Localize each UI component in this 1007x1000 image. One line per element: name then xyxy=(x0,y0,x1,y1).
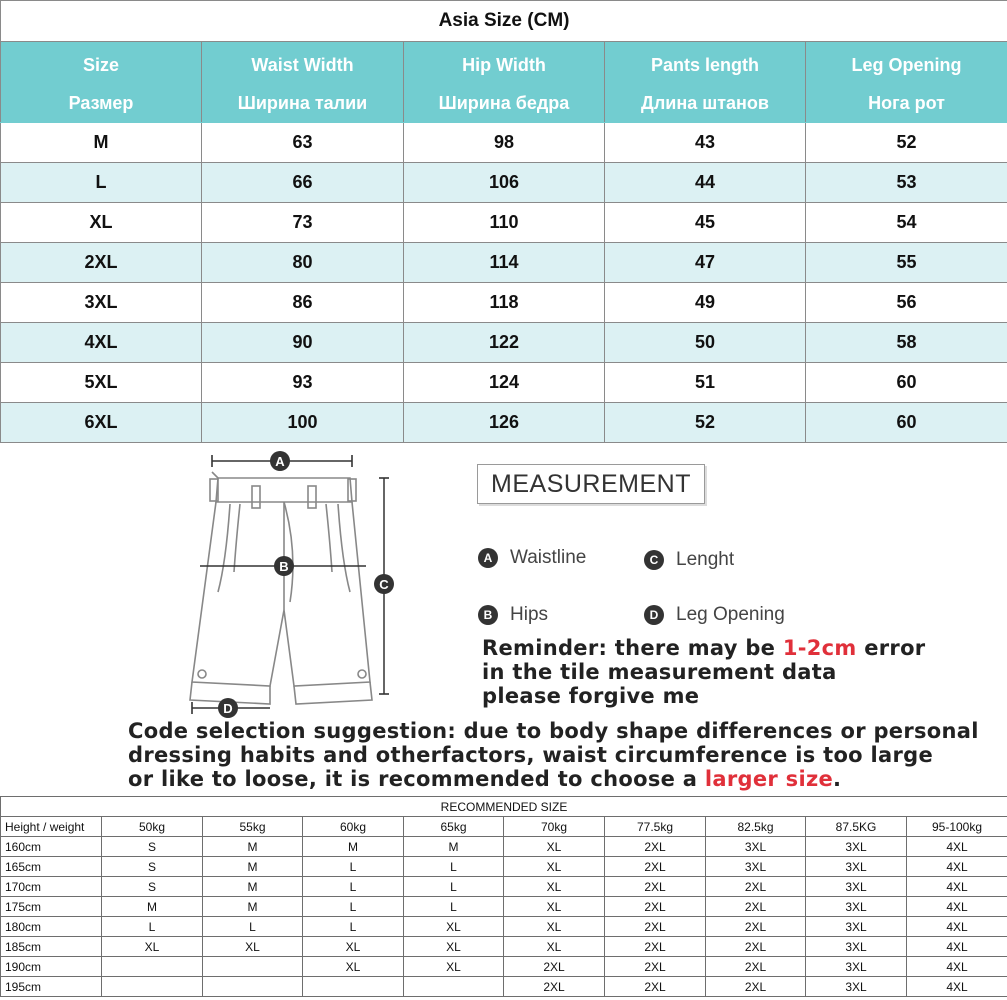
cell-leg-opening: 53 xyxy=(806,163,1007,203)
cell-pants-length: 49 xyxy=(605,283,806,323)
cell-waist-width: 100 xyxy=(202,403,404,443)
recommended-size-cell xyxy=(102,977,203,997)
size-table-header-en xyxy=(1,42,1007,86)
reminder-highlight: 1-2cm xyxy=(782,636,857,660)
recommended-size-cell: S xyxy=(102,837,203,857)
recommended-size-cell: 3XL xyxy=(706,857,806,877)
recommended-size-cell: 2XL xyxy=(504,957,605,977)
recommended-size-cell: XL xyxy=(504,917,605,937)
recommended-size-cell: S xyxy=(102,877,203,897)
recommended-size-cell: L xyxy=(303,897,404,917)
recommended-size-cell: 2XL xyxy=(605,957,706,977)
recommended-header-weight: 50kg xyxy=(102,817,203,837)
header-hip-width: Hip Width xyxy=(404,42,605,86)
recommended-size-cell: XL xyxy=(504,837,605,857)
recommended-header-weight: 70kg xyxy=(504,817,605,837)
suggestion-line-1: Code selection suggestion: due to body shape differences or personal xyxy=(128,719,979,743)
recommended-size-cell: M xyxy=(203,837,303,857)
recommended-size-cell: XL xyxy=(102,937,203,957)
legend-leg-opening xyxy=(644,604,785,626)
recommended-size-cell: 3XL xyxy=(806,937,907,957)
recommended-size-cell: XL xyxy=(303,937,404,957)
recommended-size-cell: 2XL xyxy=(706,977,806,997)
reminder-text xyxy=(482,636,925,708)
recommended-size-cell: 3XL xyxy=(806,917,907,937)
recommended-header-weight: 60kg xyxy=(303,817,404,837)
header-leg-opening: Leg Opening xyxy=(806,42,1007,86)
cell-size: M xyxy=(1,123,202,163)
cell-pants-length: 52 xyxy=(605,403,806,443)
recommended-size-cell: 2XL xyxy=(706,957,806,977)
recommended-size-cell: L xyxy=(303,857,404,877)
cell-waist-width: 80 xyxy=(202,243,404,283)
recommended-size-cell: XL xyxy=(504,897,605,917)
marker-b: B xyxy=(279,559,289,574)
recommended-header-weight: 82.5kg xyxy=(706,817,806,837)
recommended-size-cell: XL xyxy=(404,937,504,957)
suggestion-highlight: larger size xyxy=(704,767,834,791)
recommended-row xyxy=(1,837,1007,857)
size-row xyxy=(1,123,1007,163)
recommended-height-cell: 190cm xyxy=(1,957,102,977)
recommended-header-height-weight: Height / weight xyxy=(1,817,102,837)
cell-leg-opening: 55 xyxy=(806,243,1007,283)
recommended-size-cell: 4XL xyxy=(907,957,1007,977)
recommended-size-cell: 2XL xyxy=(706,917,806,937)
cell-hip-width: 126 xyxy=(404,403,605,443)
recommended-size-cell: 2XL xyxy=(605,857,706,877)
recommended-title-row xyxy=(1,797,1007,817)
cell-waist-width: 66 xyxy=(202,163,404,203)
recommended-size-cell xyxy=(102,957,203,977)
recommended-size-cell: XL xyxy=(404,957,504,977)
reminder-suffix: error xyxy=(856,636,926,660)
recommended-size-cell: 3XL xyxy=(806,977,907,997)
marker-d: D xyxy=(223,701,233,716)
recommended-header-weight: 95-100kg xyxy=(907,817,1007,837)
recommended-size-cell: M xyxy=(203,877,303,897)
suggestion-line-2: dressing habits and otherfactors, waist circumference is too large xyxy=(128,743,934,767)
recommended-header-row xyxy=(1,817,1007,837)
cell-leg-opening: 52 xyxy=(806,123,1007,163)
size-row xyxy=(1,243,1007,283)
header-pants-length: Pants length xyxy=(605,42,806,86)
recommended-height-cell: 180cm xyxy=(1,917,102,937)
recommended-size-cell: 3XL xyxy=(806,957,907,977)
recommended-height-cell: 185cm xyxy=(1,937,102,957)
recommended-size-cell: XL xyxy=(504,857,605,877)
size-row xyxy=(1,323,1007,363)
recommended-size-cell: XL xyxy=(203,937,303,957)
suggestion-line-3 xyxy=(128,767,979,791)
recommended-size-cell xyxy=(203,977,303,997)
recommended-size-cell: 3XL xyxy=(806,857,907,877)
recommended-size-cell: M xyxy=(203,857,303,877)
cell-size: XL xyxy=(1,203,202,243)
cell-hip-width: 106 xyxy=(404,163,605,203)
recommended-height-cell: 195cm xyxy=(1,977,102,997)
size-row xyxy=(1,163,1007,203)
reminder-prefix: Reminder: there may be xyxy=(482,636,783,660)
cell-waist-width: 86 xyxy=(202,283,404,323)
pants-diagram xyxy=(130,442,410,727)
recommended-size-cell: 2XL xyxy=(706,897,806,917)
recommended-size-cell: M xyxy=(404,837,504,857)
recommended-height-cell: 160cm xyxy=(1,837,102,857)
recommended-row xyxy=(1,957,1007,977)
cell-size: 2XL xyxy=(1,243,202,283)
cell-size: 3XL xyxy=(1,283,202,323)
recommended-size-cell: XL xyxy=(303,957,404,977)
recommended-title: RECOMMENDED SIZE xyxy=(1,797,1007,817)
recommended-height-cell: 165cm xyxy=(1,857,102,877)
header-leg-opening-ru: Нога рот xyxy=(806,85,1007,123)
cell-hip-width: 114 xyxy=(404,243,605,283)
recommended-size-cell xyxy=(203,957,303,977)
cell-pants-length: 51 xyxy=(605,363,806,403)
recommended-size-cell: 4XL xyxy=(907,937,1007,957)
size-row xyxy=(1,283,1007,323)
recommended-size-cell: L xyxy=(404,897,504,917)
cell-leg-opening: 60 xyxy=(806,363,1007,403)
marker-c: C xyxy=(379,577,389,592)
header-pants-length-ru: Длина штанов xyxy=(605,85,806,123)
recommended-size-cell: 3XL xyxy=(806,837,907,857)
recommended-size-cell: 4XL xyxy=(907,977,1007,997)
size-row xyxy=(1,363,1007,403)
recommended-size-cell: M xyxy=(102,897,203,917)
recommended-size-cell: L xyxy=(203,917,303,937)
legend-marker-b: B xyxy=(478,605,498,625)
recommended-size-cell: 4XL xyxy=(907,877,1007,897)
legend-label-length: Lenght xyxy=(676,549,735,570)
recommended-size-cell: 2XL xyxy=(605,977,706,997)
recommended-header-weight: 65kg xyxy=(404,817,504,837)
recommended-size-cell: 2XL xyxy=(605,937,706,957)
legend-marker-c: C xyxy=(644,550,664,570)
recommended-size-cell: L xyxy=(404,857,504,877)
reminder-line-3: please forgive me xyxy=(482,684,700,708)
recommended-header-weight: 77.5kg xyxy=(605,817,706,837)
recommended-header-weight: 55kg xyxy=(203,817,303,837)
cell-pants-length: 50 xyxy=(605,323,806,363)
suggestion-line-3-suffix: . xyxy=(833,767,842,791)
legend-length xyxy=(644,549,734,571)
recommended-row xyxy=(1,857,1007,877)
size-table-title-row xyxy=(1,1,1007,42)
header-waist-width-ru: Ширина талии xyxy=(202,85,404,123)
recommended-size-cell: 2XL xyxy=(605,877,706,897)
recommended-header-weight: 87.5KG xyxy=(806,817,907,837)
cell-pants-length: 45 xyxy=(605,203,806,243)
recommended-size-cell: L xyxy=(303,917,404,937)
measurement-section xyxy=(0,442,1007,794)
recommended-size-cell: L xyxy=(404,877,504,897)
reminder-line-1 xyxy=(482,636,925,660)
recommended-size-cell: 2XL xyxy=(605,917,706,937)
recommended-size-cell: 4XL xyxy=(907,917,1007,937)
cell-waist-width: 93 xyxy=(202,363,404,403)
cell-pants-length: 44 xyxy=(605,163,806,203)
recommended-row xyxy=(1,977,1007,997)
recommended-size-cell: S xyxy=(102,857,203,877)
recommended-row xyxy=(1,917,1007,937)
recommended-size-cell: 2XL xyxy=(706,937,806,957)
header-size-ru: Размер xyxy=(1,85,202,123)
recommended-size-cell: XL xyxy=(404,917,504,937)
recommended-row xyxy=(1,897,1007,917)
recommended-size-table xyxy=(0,796,1007,997)
reminder-line-2: in the tile measurement data xyxy=(482,660,837,684)
cell-hip-width: 122 xyxy=(404,323,605,363)
legend-marker-a: A xyxy=(478,548,498,568)
measurement-title: MEASUREMENT xyxy=(477,464,705,504)
cell-waist-width: 63 xyxy=(202,123,404,163)
legend-hips xyxy=(478,604,548,626)
recommended-size-cell: XL xyxy=(504,937,605,957)
cell-size: 6XL xyxy=(1,403,202,443)
legend-label-hips: Hips xyxy=(510,604,549,625)
recommended-size-cell: L xyxy=(303,877,404,897)
cell-waist-width: 73 xyxy=(202,203,404,243)
recommended-size-cell: M xyxy=(203,897,303,917)
recommended-size-cell: 2XL xyxy=(605,837,706,857)
legend-marker-d: D xyxy=(644,605,664,625)
cell-hip-width: 110 xyxy=(404,203,605,243)
size-table-title: Asia Size (CM) xyxy=(1,1,1007,42)
recommended-row xyxy=(1,937,1007,957)
cell-leg-opening: 60 xyxy=(806,403,1007,443)
size-row xyxy=(1,403,1007,443)
recommended-size-cell: M xyxy=(303,837,404,857)
legend-label-waistline: Waistline xyxy=(510,547,587,568)
recommended-size-cell: 2XL xyxy=(504,977,605,997)
size-suggestion xyxy=(128,719,979,791)
size-row xyxy=(1,203,1007,243)
size-table-header-ru xyxy=(1,85,1007,123)
recommended-size-cell xyxy=(404,977,504,997)
cell-hip-width: 124 xyxy=(404,363,605,403)
header-waist-width: Waist Width xyxy=(202,42,404,86)
cell-leg-opening: 58 xyxy=(806,323,1007,363)
cell-size: L xyxy=(1,163,202,203)
recommended-size-cell: 2XL xyxy=(706,877,806,897)
recommended-size-cell: L xyxy=(102,917,203,937)
recommended-size-cell: 3XL xyxy=(806,897,907,917)
recommended-height-cell: 170cm xyxy=(1,877,102,897)
header-hip-width-ru: Ширина бедра xyxy=(404,85,605,123)
legend-waistline xyxy=(478,547,586,569)
recommended-row xyxy=(1,877,1007,897)
recommended-size-cell: 2XL xyxy=(605,897,706,917)
cell-hip-width: 118 xyxy=(404,283,605,323)
recommended-size-cell: XL xyxy=(504,877,605,897)
cell-leg-opening: 56 xyxy=(806,283,1007,323)
legend-label-leg-opening: Leg Opening xyxy=(676,604,785,625)
cell-hip-width: 98 xyxy=(404,123,605,163)
cell-size: 4XL xyxy=(1,323,202,363)
header-size: Size xyxy=(1,42,202,86)
recommended-height-cell: 175cm xyxy=(1,897,102,917)
recommended-size-cell: 4XL xyxy=(907,837,1007,857)
recommended-size-cell xyxy=(303,977,404,997)
cell-leg-opening: 54 xyxy=(806,203,1007,243)
recommended-size-cell: 3XL xyxy=(706,837,806,857)
cell-pants-length: 47 xyxy=(605,243,806,283)
suggestion-line-3-prefix: or like to loose, it is recommended to choose a xyxy=(128,767,705,791)
recommended-size-cell: 4XL xyxy=(907,857,1007,877)
cell-waist-width: 90 xyxy=(202,323,404,363)
recommended-size-cell: 4XL xyxy=(907,897,1007,917)
size-table xyxy=(0,0,1007,443)
cell-pants-length: 43 xyxy=(605,123,806,163)
recommended-size-cell: 3XL xyxy=(806,877,907,897)
cell-size: 5XL xyxy=(1,363,202,403)
marker-a: A xyxy=(275,454,285,469)
